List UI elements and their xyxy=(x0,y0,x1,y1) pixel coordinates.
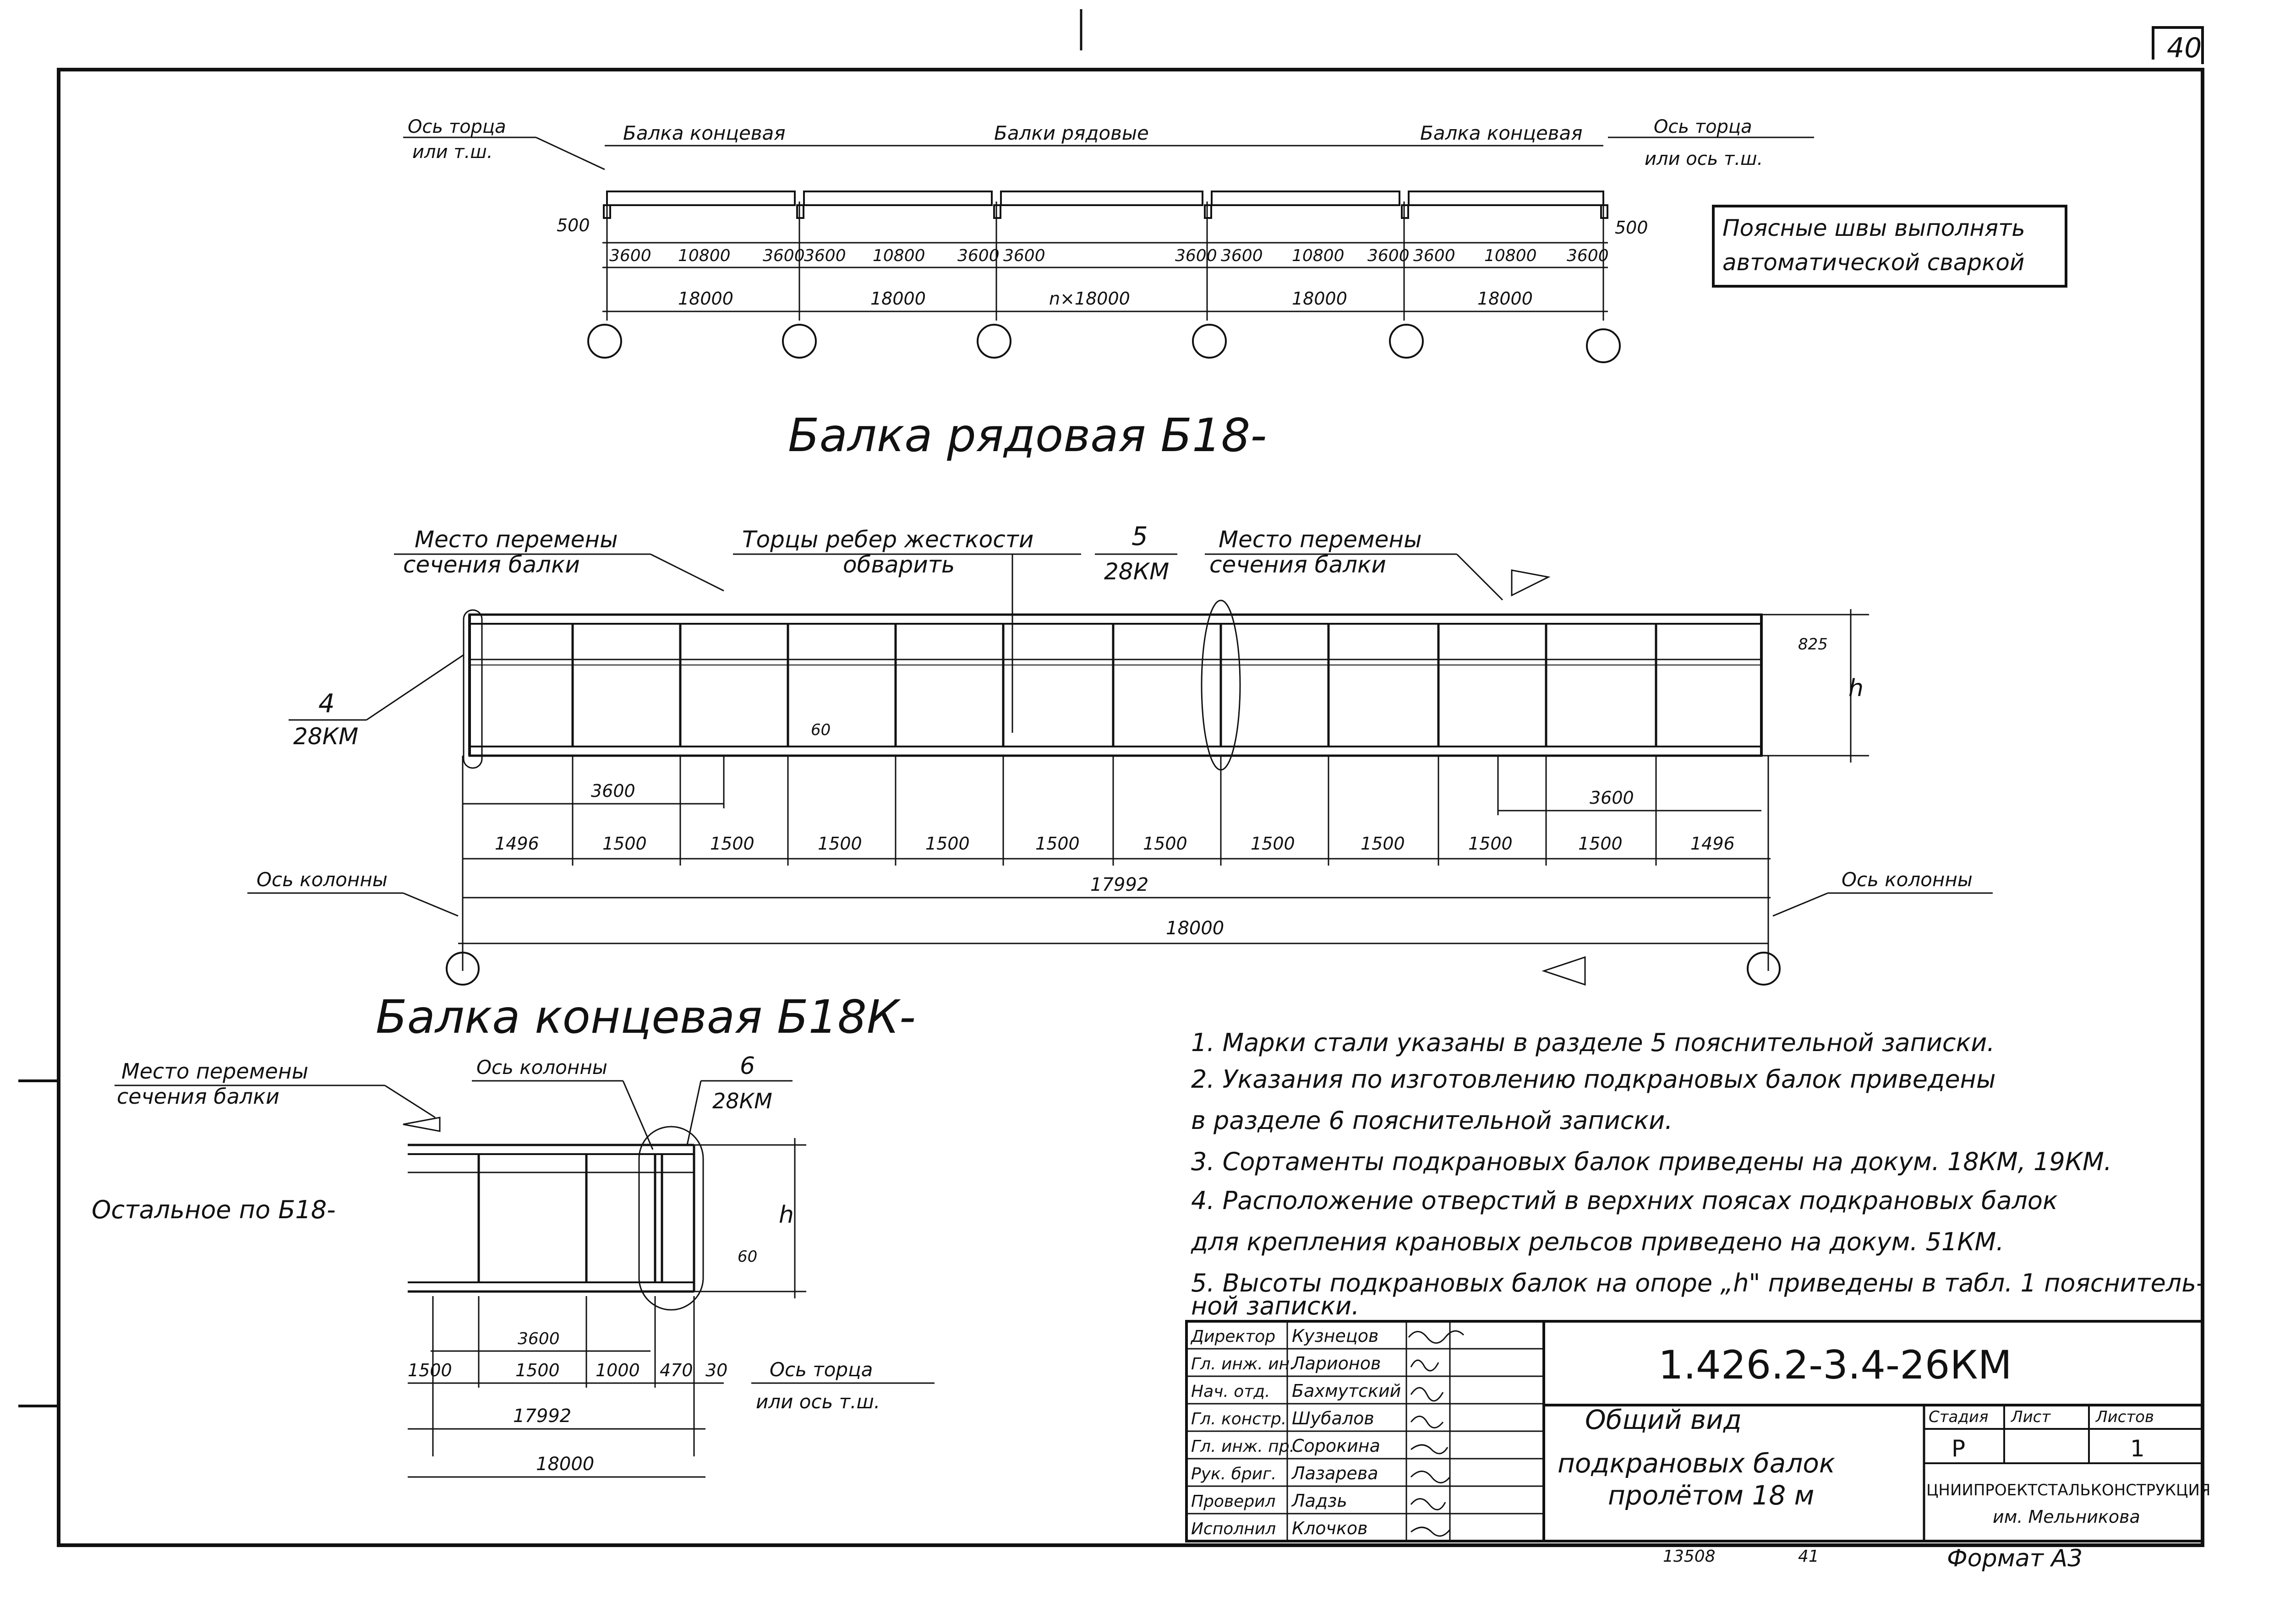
svg-text:Бахмутский: Бахмутский xyxy=(1292,1381,1401,1401)
weld-note xyxy=(1713,206,2066,286)
svg-text:3600: 3600 xyxy=(1367,246,1410,265)
svg-text:1500: 1500 xyxy=(602,834,647,854)
svg-text:Лист: Лист xyxy=(2011,1408,2051,1426)
ref-6-doc: 28КМ xyxy=(712,1089,772,1113)
svg-text:Шубалов: Шубалов xyxy=(1292,1408,1374,1428)
svg-text:Листов: Листов xyxy=(2096,1408,2154,1426)
signatures xyxy=(1409,1331,1464,1536)
svg-text:Место перемены: Место перемены xyxy=(121,1059,309,1084)
svg-text:30: 30 xyxy=(705,1360,728,1380)
dim-825: 825 xyxy=(1798,635,1828,654)
svg-text:1500: 1500 xyxy=(1143,834,1187,854)
page-number: 40 xyxy=(2167,32,2202,64)
end-spacing xyxy=(408,1360,727,1380)
svg-text:10800: 10800 xyxy=(678,246,731,265)
svg-text:Гл. констр.: Гл. констр. xyxy=(1191,1410,1287,1428)
svg-text:Остальное по Б18-: Остальное по Б18- xyxy=(92,1195,336,1224)
ref-6-num: 6 xyxy=(740,1052,755,1080)
svg-text:для крепления крановых рельсов: для крепления крановых рельсов приведено на докум. 51КМ. xyxy=(1191,1227,2004,1256)
svg-text:подкрановых балок: подкрановых балок xyxy=(1558,1448,1835,1479)
svg-text:Ось колонны: Ось колонны xyxy=(1842,868,1973,891)
beam-end-right-label: Балка концевая xyxy=(1420,122,1583,144)
svg-text:18000: 18000 xyxy=(678,289,733,309)
axis-end-left-2: или т.ш. xyxy=(412,142,493,163)
end-dim-60: 60 xyxy=(738,1248,758,1266)
dim-60: 60 xyxy=(811,721,831,739)
beam-end-left-label: Балка концевая xyxy=(623,122,786,144)
svg-text:им. Мельникова: им. Мельникова xyxy=(1993,1507,2140,1527)
svg-text:3600: 3600 xyxy=(1175,246,1217,265)
svg-text:1500: 1500 xyxy=(1251,834,1295,854)
svg-text:17992: 17992 xyxy=(513,1406,572,1427)
ref-5-num: 5 xyxy=(1132,522,1148,551)
svg-text:Кузнецов: Кузнецов xyxy=(1292,1326,1379,1346)
svg-text:Ось колонны: Ось колонны xyxy=(257,868,388,891)
dim-h: h xyxy=(1848,675,1864,702)
svg-text:4. Расположение отверстий в ве: 4. Расположение отверстий в верхних поясах подкрановых балок xyxy=(1191,1186,2058,1215)
left-offset: 500 xyxy=(557,215,590,235)
svg-text:3600: 3600 xyxy=(763,246,805,265)
stage-value: Р xyxy=(1952,1435,1966,1462)
svg-text:3600: 3600 xyxy=(957,246,1000,265)
svg-text:18000: 18000 xyxy=(1477,289,1533,309)
ref-4-num: 4 xyxy=(318,689,335,719)
svg-text:10800: 10800 xyxy=(1292,246,1345,265)
svg-text:Исполнил: Исполнил xyxy=(1191,1520,1276,1538)
svg-text:5. Высоты подкрановых балок на: 5. Высоты подкрановых балок на опоре „h" приведены в табл. 1 пояснитель- xyxy=(1191,1269,2205,1297)
svg-text:18000: 18000 xyxy=(536,1454,595,1475)
svg-text:пролётом 18 м: пролётом 18 м xyxy=(1608,1480,1815,1511)
end-dim-h: h xyxy=(779,1201,794,1229)
svg-text:Общий вид: Общий вид xyxy=(1585,1404,1742,1435)
svg-text:сечения балки: сечения балки xyxy=(1209,551,1386,578)
title-block xyxy=(1186,1321,2211,1572)
svg-text:3600: 3600 xyxy=(1003,246,1045,265)
svg-text:Ось торца: Ось торца xyxy=(770,1358,873,1381)
svg-text:или ось т.ш.: или ось т.ш. xyxy=(756,1390,880,1413)
beams-middle-label: Балки рядовые xyxy=(994,122,1149,144)
svg-text:1500: 1500 xyxy=(818,834,862,854)
svg-text:обварить: обварить xyxy=(843,551,955,578)
svg-text:2. Указания по изготовлению по: 2. Указания по изготовлению подкрановых балок приведены xyxy=(1191,1065,1996,1094)
svg-text:Клочков: Клочков xyxy=(1292,1518,1368,1538)
layout-scheme xyxy=(403,116,1814,362)
axis-end-right-2: или ось т.ш. xyxy=(1645,148,1763,169)
svg-text:сечения балки: сечения балки xyxy=(117,1084,279,1109)
svg-text:Место перемены: Место перемены xyxy=(1219,526,1422,553)
document-code: 1.426.2-3.4-26КМ xyxy=(1658,1342,2012,1388)
svg-text:1496: 1496 xyxy=(495,834,539,854)
svg-text:13508: 13508 xyxy=(1663,1547,1716,1566)
svg-text:1500: 1500 xyxy=(1361,834,1405,854)
svg-text:Ларионов: Ларионов xyxy=(1292,1353,1381,1373)
svg-text:Сорокина: Сорокина xyxy=(1292,1436,1380,1456)
svg-text:Лазарева: Лазарева xyxy=(1292,1463,1378,1483)
svg-text:сечения балки: сечения балки xyxy=(403,551,580,578)
svg-text:1500: 1500 xyxy=(408,1360,452,1380)
svg-text:10800: 10800 xyxy=(873,246,925,265)
svg-text:3600: 3600 xyxy=(1567,246,1609,265)
svg-text:3600: 3600 xyxy=(1221,246,1263,265)
end-beam-drawing xyxy=(92,1052,935,1477)
svg-text:Директор: Директор xyxy=(1191,1327,1276,1346)
ref-5-doc: 28КМ xyxy=(1104,558,1170,585)
svg-text:10800: 10800 xyxy=(1484,246,1537,265)
svg-text:3. Сортаменты подкрановых бало: 3. Сортаменты подкрановых балок приведены на докум. 18КМ, 19КМ. xyxy=(1191,1147,2112,1176)
svg-text:n×18000: n×18000 xyxy=(1049,289,1130,309)
svg-text:Гл. инж. ин.: Гл. инж. ин. xyxy=(1191,1355,1295,1373)
svg-text:Ось колонны: Ось колонны xyxy=(476,1056,607,1079)
svg-text:41: 41 xyxy=(1798,1547,1819,1566)
right-offset: 500 xyxy=(1615,218,1648,238)
svg-text:3600: 3600 xyxy=(591,781,635,801)
signer-roles xyxy=(1190,1327,1295,1538)
svg-text:Торцы ребер жесткости: Торцы ребер жесткости xyxy=(742,526,1034,553)
svg-text:3600: 3600 xyxy=(1590,788,1634,808)
title-end-beam: Балка концевая Б18К- xyxy=(376,990,916,1044)
svg-text:Гл. инж. пр.: Гл. инж. пр. xyxy=(1191,1437,1295,1456)
svg-text:Проверил: Проверил xyxy=(1191,1492,1276,1511)
organization: ЦНИИПРОЕКТСТАЛЬКОНСТРУКЦИЯ xyxy=(1926,1481,2211,1499)
svg-text:1500: 1500 xyxy=(1035,834,1080,854)
svg-text:Нач. отд.: Нач. отд. xyxy=(1191,1382,1270,1401)
svg-text:в разделе 6 пояснительной запи: в разделе 6 пояснительной записки. xyxy=(1191,1106,1673,1135)
general-notes xyxy=(1191,1028,2205,1320)
scheme-spans xyxy=(609,246,1609,265)
sheet-frame xyxy=(59,70,2203,1545)
svg-text:1. Марки стали указаны в разде: 1. Марки стали указаны в разделе 5 пояснительной записки. xyxy=(1191,1028,1995,1057)
svg-text:автоматической сваркой: автоматической сваркой xyxy=(1722,249,2025,276)
axis-end-left-1: Ось торца xyxy=(408,116,506,137)
svg-text:1500: 1500 xyxy=(1578,834,1623,854)
svg-text:1500: 1500 xyxy=(710,834,754,854)
axis-end-right-1: Ось торца xyxy=(1654,116,1752,137)
svg-text:ной записки.: ной записки. xyxy=(1191,1292,1360,1320)
svg-text:1500: 1500 xyxy=(515,1360,560,1380)
svg-text:Место перемены: Место перемены xyxy=(415,526,618,553)
svg-text:470: 470 xyxy=(660,1360,693,1380)
svg-text:Рук. бриг.: Рук. бриг. xyxy=(1191,1465,1277,1483)
svg-text:1496: 1496 xyxy=(1690,834,1735,854)
svg-text:Ладзь: Ладзь xyxy=(1292,1491,1347,1511)
ref-4-doc: 28КМ xyxy=(293,723,359,750)
svg-text:Поясные швы выполнять: Поясные швы выполнять xyxy=(1722,215,2025,241)
svg-text:3600: 3600 xyxy=(518,1330,560,1348)
format-label: Формат А3 xyxy=(1947,1545,2083,1572)
dim-17992: 17992 xyxy=(1090,874,1149,895)
svg-text:3600: 3600 xyxy=(1413,246,1455,265)
svg-text:Стадия: Стадия xyxy=(1929,1408,1989,1426)
sheets-value: 1 xyxy=(2130,1435,2145,1462)
svg-text:18000: 18000 xyxy=(870,289,926,309)
signer-names xyxy=(1291,1326,1401,1538)
ordinary-beam-drawing xyxy=(247,522,1993,985)
svg-text:1500: 1500 xyxy=(925,834,970,854)
dim-18000: 18000 xyxy=(1166,918,1224,939)
svg-text:1000: 1000 xyxy=(596,1360,640,1380)
title-ordinary-beam: Балка рядовая Б18- xyxy=(788,409,1267,462)
svg-text:18000: 18000 xyxy=(1292,289,1347,309)
svg-text:3600: 3600 xyxy=(804,246,846,265)
svg-text:1500: 1500 xyxy=(1468,834,1513,854)
svg-text:3600: 3600 xyxy=(609,246,651,265)
